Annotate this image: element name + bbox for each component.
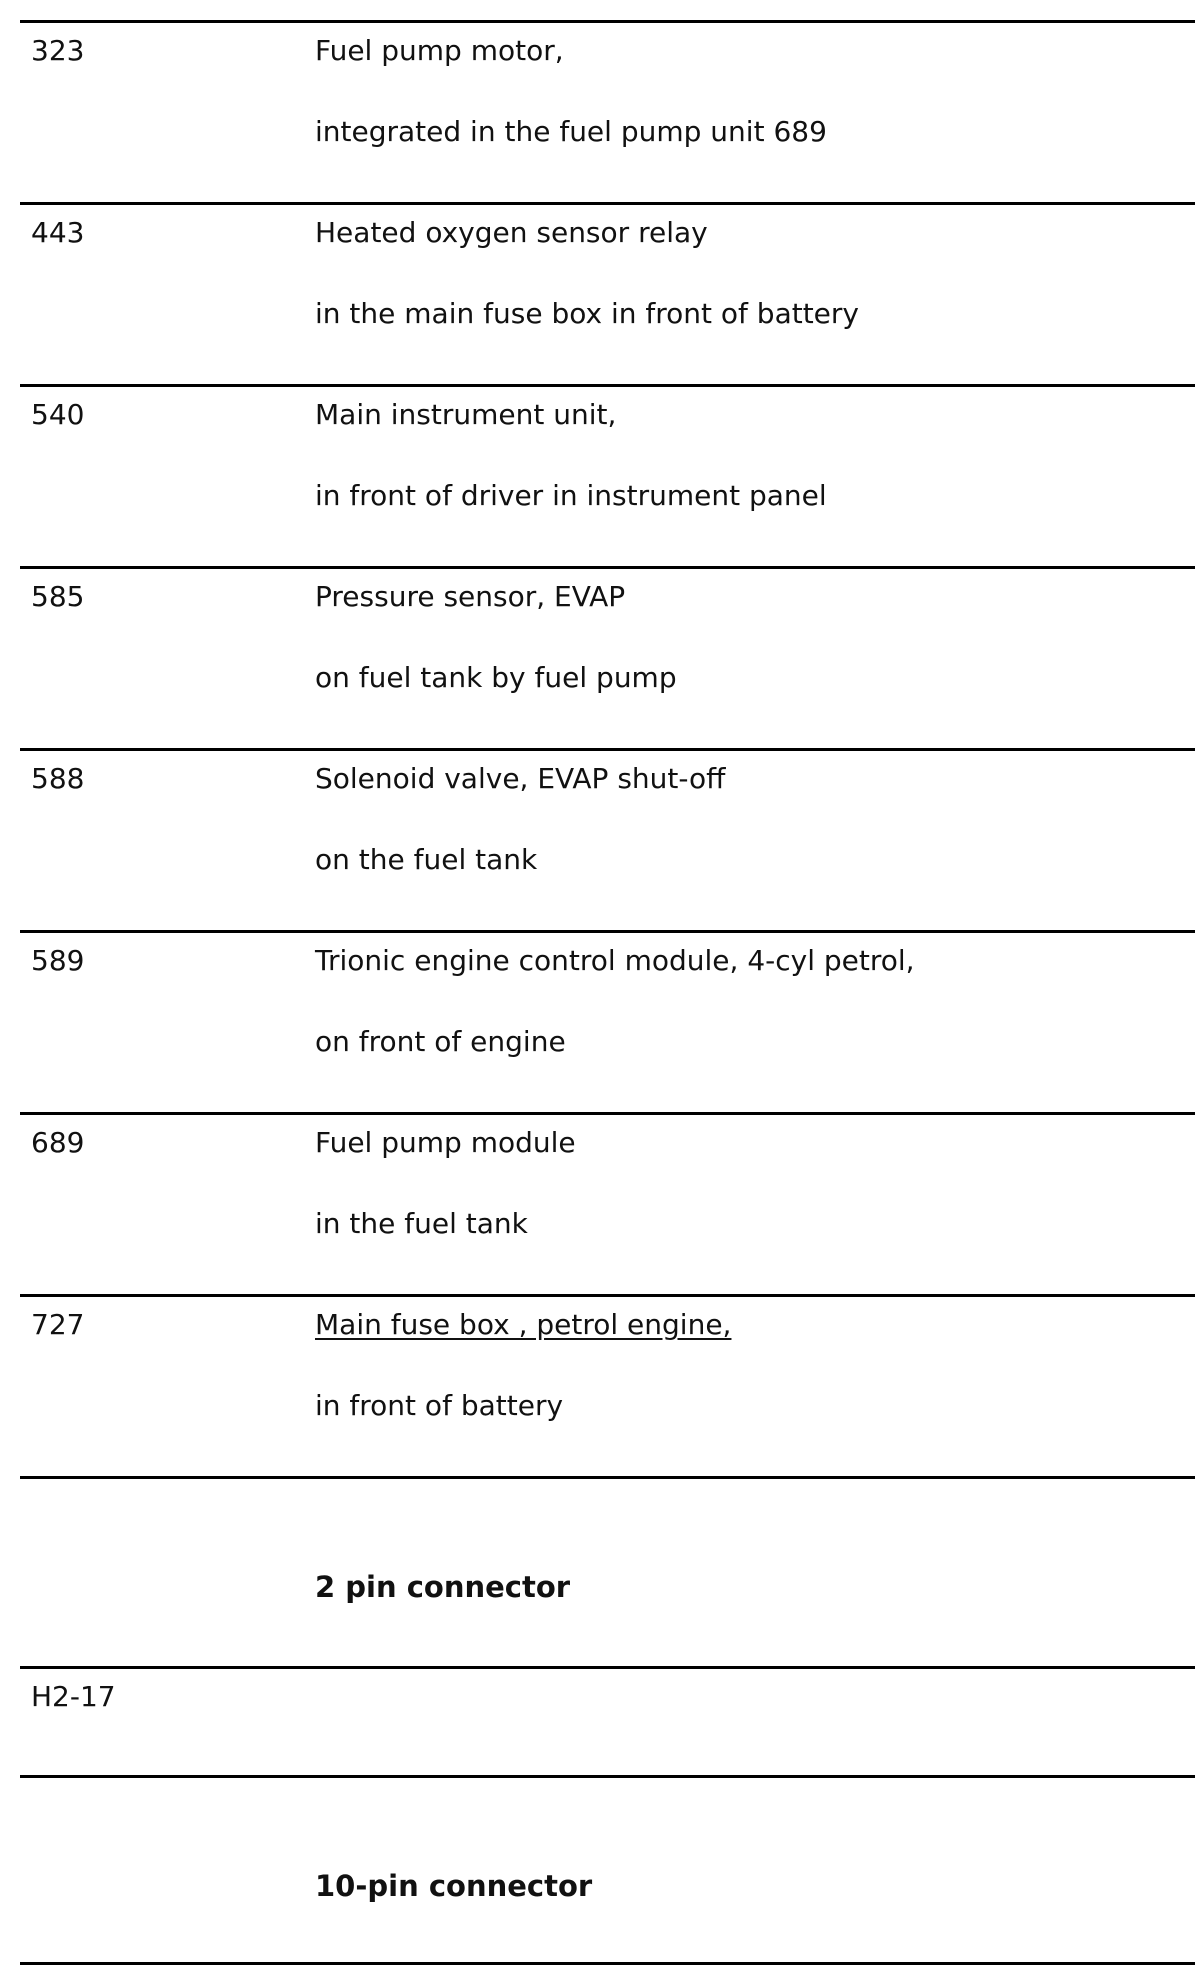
component-code: 443 (31, 216, 85, 249)
section-header-row (20, 1476, 1195, 1666)
component-description (315, 1307, 731, 1424)
component-table (20, 20, 1195, 1965)
component-code: 589 (31, 944, 85, 977)
component-location: in the fuel tank (315, 1207, 528, 1240)
component-location: on the fuel tank (315, 843, 538, 876)
component-title: Trionic engine control module, 4-cyl petrol, (315, 944, 915, 977)
table-row (20, 748, 1195, 930)
table-row (20, 1294, 1195, 1476)
component-code: 727 (31, 1308, 85, 1341)
table-row (20, 20, 1195, 202)
component-description (315, 215, 859, 332)
component-location: integrated in the fuel pump unit 689 (315, 115, 827, 148)
component-location: in front of battery (315, 1389, 564, 1422)
section-header-row (20, 1775, 1195, 1965)
component-code: 588 (31, 762, 85, 795)
component-code: 323 (31, 34, 85, 67)
component-description (315, 1125, 576, 1242)
table-row (20, 1666, 1195, 1775)
table-row (20, 566, 1195, 748)
component-description (315, 761, 725, 878)
section-title-10-pin: 10-pin connector (315, 1869, 593, 1903)
component-code: 585 (31, 580, 85, 613)
component-location: in the main fuse box in front of battery (315, 297, 859, 330)
table-row (20, 202, 1195, 384)
component-description (315, 397, 827, 514)
component-description (315, 33, 827, 150)
component-code: 540 (31, 398, 85, 431)
component-title: Heated oxygen sensor relay (315, 216, 708, 249)
component-location: in front of driver in instrument panel (315, 479, 827, 512)
component-code: 689 (31, 1126, 85, 1159)
component-location: on front of engine (315, 1025, 566, 1058)
component-title: Main instrument unit, (315, 398, 617, 431)
table-row (20, 930, 1195, 1112)
component-location: on fuel tank by fuel pump (315, 661, 677, 694)
table-row (20, 384, 1195, 566)
section-title-2-pin: 2 pin connector (315, 1570, 571, 1604)
component-title-link[interactable]: Main fuse box , petrol engine, (315, 1308, 732, 1341)
component-description (315, 579, 677, 696)
component-description (315, 943, 915, 1060)
connector-code: H2-17 (31, 1680, 116, 1713)
component-title: Pressure sensor, EVAP (315, 580, 626, 613)
component-title: Fuel pump module (315, 1126, 576, 1159)
component-title: Fuel pump motor, (315, 34, 564, 67)
table-row (20, 1112, 1195, 1294)
component-title: Solenoid valve, EVAP shut-off (315, 762, 726, 795)
